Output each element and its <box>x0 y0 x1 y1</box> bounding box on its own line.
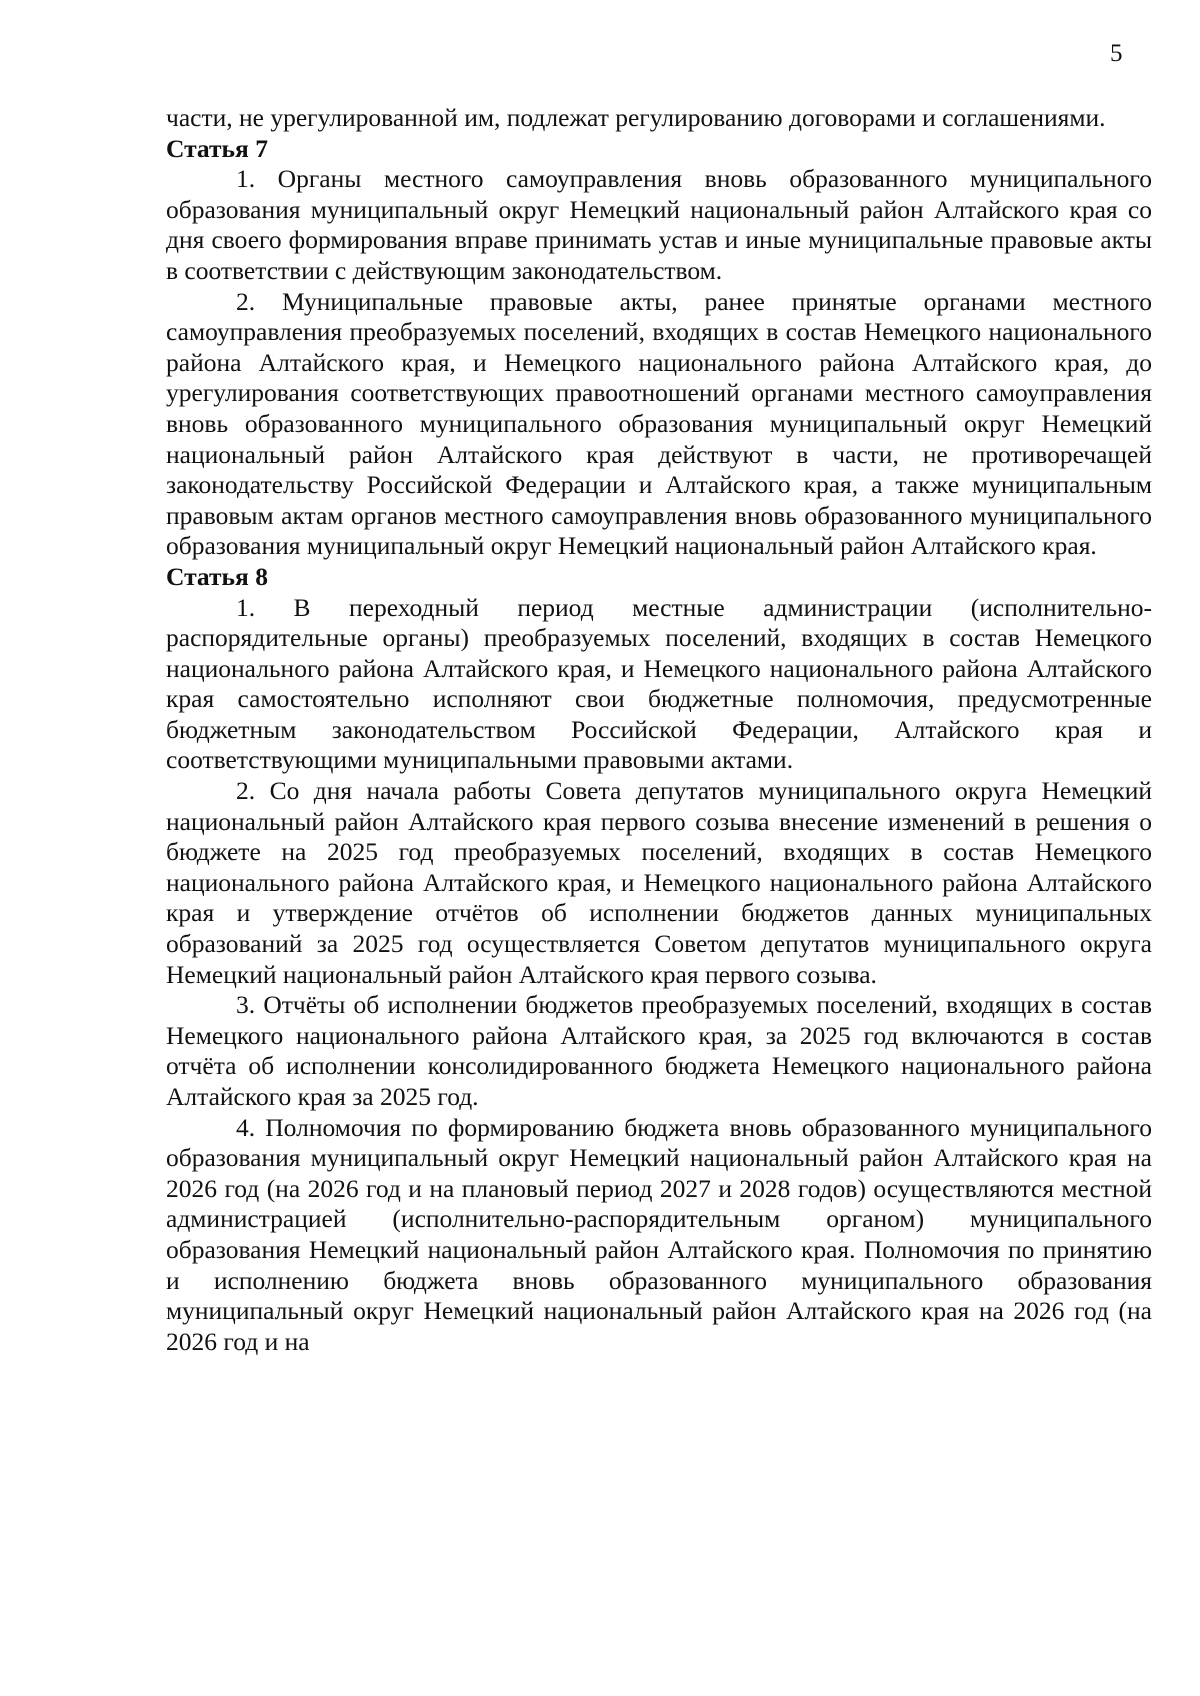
article-7-title: Статья 7 <box>166 133 268 163</box>
article-8-paragraph-2: 2. Со дня начала работы Совета депутатов муниципального округа Немецкий национальный район Алтайского края первого созыва внесение изменений в решения о бюджете на 2025 год преобразуемых поселений, входящих в состав Немецкого национального района Алтайского края, и Немецкого национального района Алтайского края и утверждение отчётов об исполнении бюджетов данных муниципальных образований за 2025 год осуществляется Советом депутатов муниципального округа Немецкий национальный район Алтайского края первого созыва. <box>166 776 1152 989</box>
article-8-paragraph-4: 4. Полномочия по формированию бюджета вновь образованного муниципального образования муниципальный округ Немецкий национальный район Алтайского края на 2026 год (на 2026 год и на плановый период 2027 и 2028 годов) осуществляются местной администрацией (исполнительно-распорядительным органом) муниципального образования Немецкий национальный район Алтайского края. Полномочия по принятию и исполнению бюджета вновь образованного муниципального образования муниципальный округ Немецкий национальный район Алтайского края на 2026 год (на 2026 год и на <box>166 1112 1152 1356</box>
article-7-paragraph-1: 1. Органы местного самоуправления вновь образованного муниципального образования муниципальный округ Немецкий национальный район Алтайского края со дня своего формирования вправе принимать устав и иные муниципальные правовые акты в соответствии с действующим законодательством. <box>166 164 1152 285</box>
document-body <box>166 103 1152 1357</box>
intro-paragraph: части, не урегулированной им, подлежат регулированию договорами и соглашениями. <box>166 103 1106 132</box>
article-7-paragraph-2: 2. Муниципальные правовые акты, ранее принятые органами местного самоуправления преобразуемых поселений, входящих в состав Немецкого национального района Алтайского края, и Немецкого национального района Алтайского края, до урегулирования соответствующих правоотношений органами местного самоуправления вновь образованного муниципального образования муниципальный округ Немецкий национальный район Алтайского края действуют в части, не противоречащей законодательству Российской Федерации и Алтайского края, а также муниципальным правовым актам органов местного самоуправления вновь образованного муниципального образования муниципальный округ Немецкий национальный район Алтайского края. <box>166 286 1152 561</box>
page-number: 5 <box>1110 40 1123 67</box>
article-8-title: Статья 8 <box>166 561 268 591</box>
article-8-paragraph-1: 1. В переходный период местные администрации (исполнительно-распорядительные органы) преобразуемых поселений, входящих в состав Немецкого национального района Алтайского края, и Немецкого национального района Алтайского края самостоятельно исполняют свои бюджетные полномочия, предусмотренные бюджетным законодательством Российской Федерации, Алтайского края и соответствующими муниципальными правовыми актами. <box>166 592 1152 775</box>
article-8-paragraph-3: 3. Отчёты об исполнении бюджетов преобразуемых поселений, входящих в состав Немецкого национального района Алтайского края, за 2025 год включаются в состав отчёта об исполнении консолидированного бюджета Немецкого национального района Алтайского края за 2025 год. <box>166 990 1152 1111</box>
